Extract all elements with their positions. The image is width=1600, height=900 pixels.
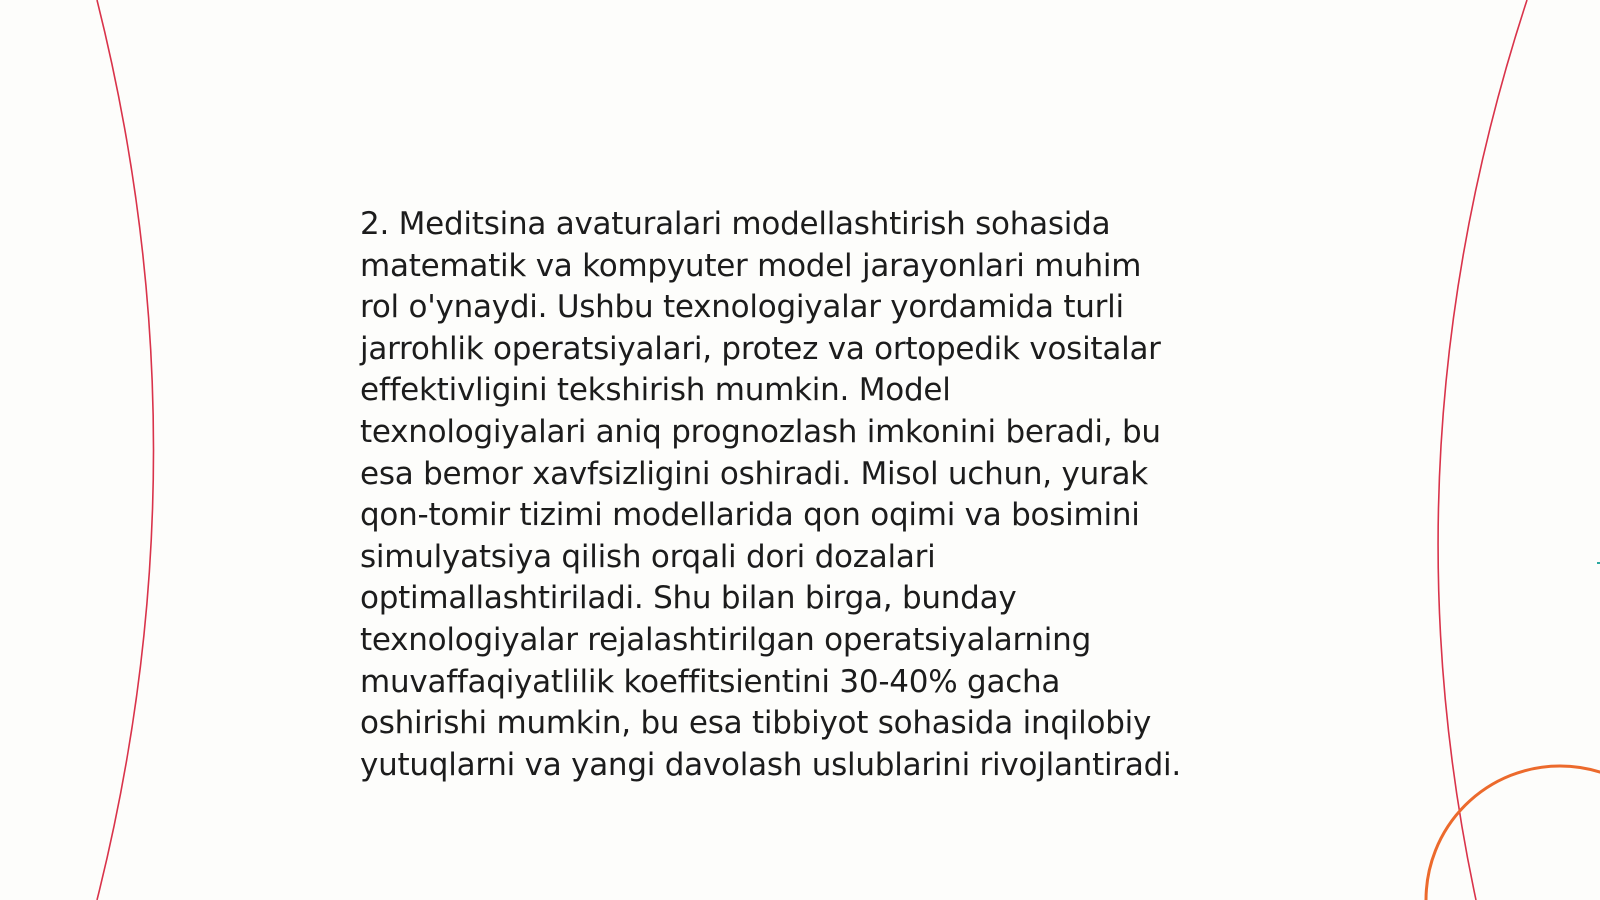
slide-body-text: 2. Meditsina avaturalari modellashtirish sohasida matematik va kompyuter model jarayonlari muhim rol o'ynaydi. Ushbu texnologiyalar yordamida turli jarrohlik operatsiyalari, protez va ortopedik vositalar effektivligini tekshirish mumkin. Model texnologiyalari aniq prognozlash imkonini beradi, bu esa bemor xavfsizligini oshiradi. Misol uchun, yurak qon-tomir tizimi modellarida qon oqimi va bosimini simulyatsiya qilish orqali dori dozalari optimallashtiriladi. Shu bilan birga, bunday texnologiyalar rejalashtirilgan operatsiyalarning muvaffaqiyatlilik koeffitsientini 30-40% gacha oshirishi mumkin, bu esa tibbiyot sohasida inqilobiy yutuqlarni va yangi davolash uslublarini rivojlantiradi. <box>360 206 1181 783</box>
left-red-arc <box>97 0 154 900</box>
orange-circle-outline <box>1426 766 1600 900</box>
right-red-arc <box>1438 0 1527 900</box>
